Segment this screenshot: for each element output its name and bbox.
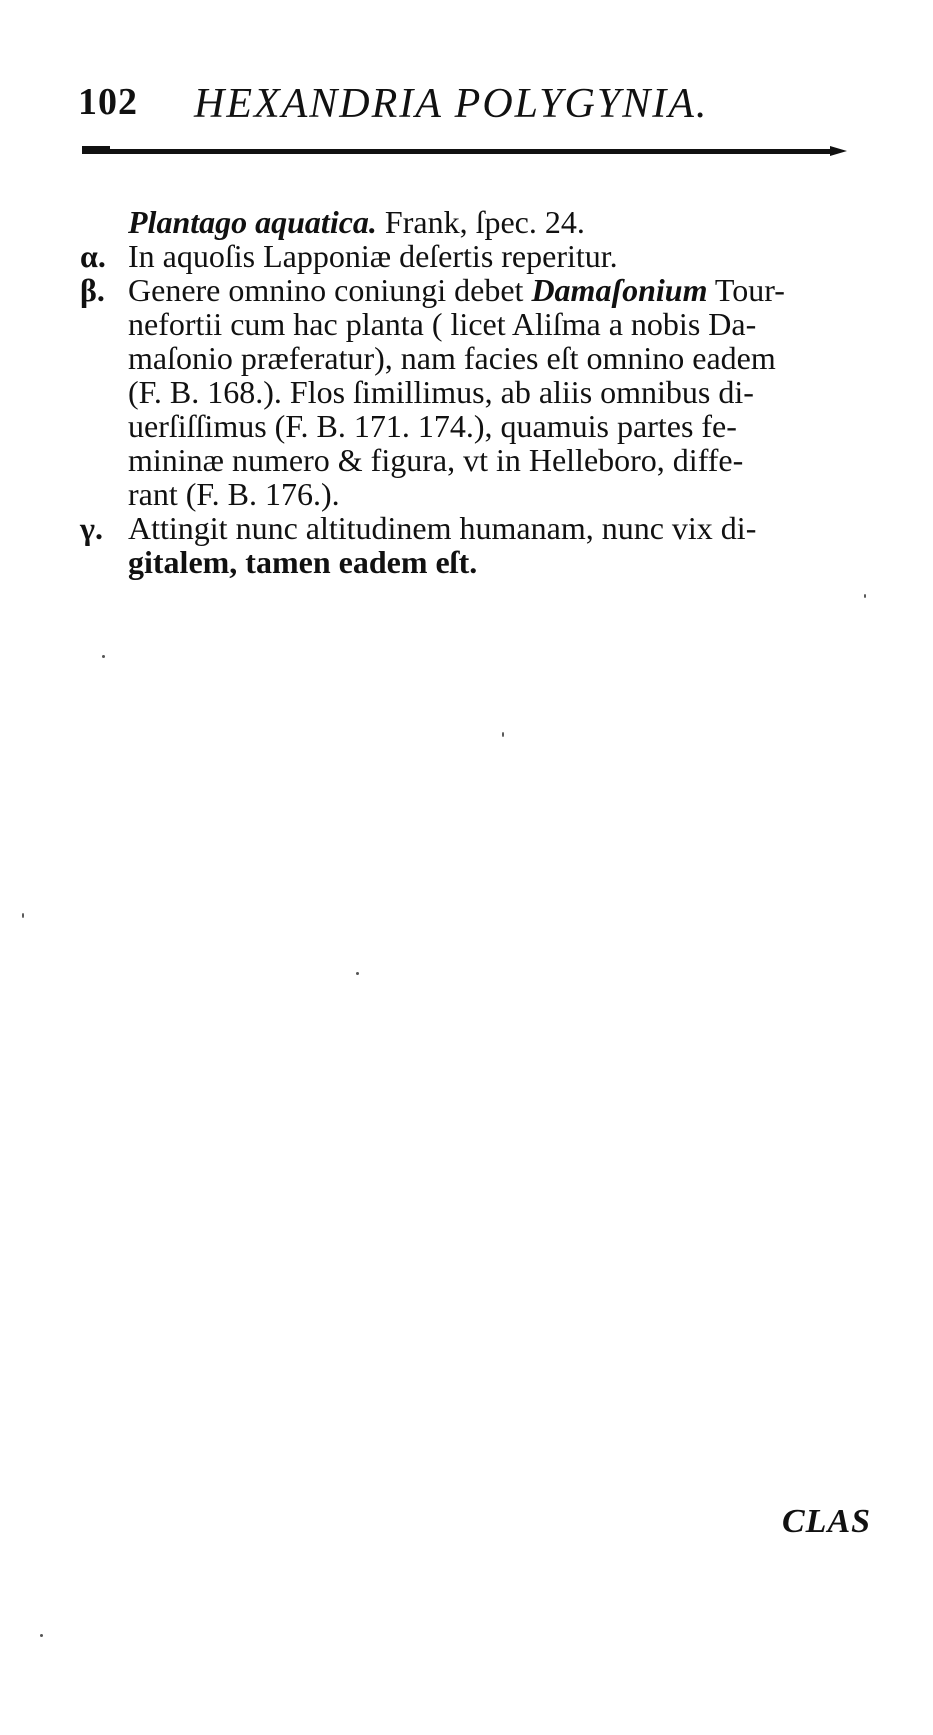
- text-fragment: gitalem, tamen eadem eſt.: [128, 544, 478, 580]
- text-line-6: [80, 375, 754, 409]
- text-fragment: Genere omnino coniungi debet: [128, 272, 532, 308]
- text-fragment: nefortii cum hac planta ( licet Aliſma a nobis Da-: [128, 306, 757, 342]
- paper-speck: [502, 732, 504, 737]
- text-line-10: [80, 511, 756, 545]
- text-fragment: uerſiſſimus (F. B. 171. 174.), quamuis partes fe-: [128, 408, 737, 444]
- paper-speck: [22, 913, 24, 918]
- text-line-3: [80, 273, 785, 307]
- page-number: 102: [78, 81, 138, 123]
- species-name: Plantago aquatica.: [128, 204, 377, 240]
- alpha-marker: α.: [80, 238, 106, 274]
- text-line-9: [80, 477, 340, 511]
- text-line-1: [80, 205, 585, 239]
- genus-name: Damaſonium: [531, 272, 708, 308]
- text-line-5: [80, 341, 776, 375]
- text-fragment: Attingit nunc altitudinem humanam, nunc vix di-: [128, 510, 757, 546]
- header-rule: [82, 145, 847, 157]
- paper-speck: [102, 655, 105, 658]
- beta-marker: β.: [80, 272, 105, 308]
- running-title: HEXANDRIA POLYGYNIA.: [194, 81, 709, 127]
- reference: Frank, ſpec. 24.: [376, 204, 585, 240]
- paper-speck: [40, 1634, 43, 1637]
- text-fragment: (F. B. 168.). Flos ſimillimus, ab aliis omnibus di-: [128, 374, 754, 410]
- text-line-11: [80, 545, 477, 579]
- text-line-7: [80, 409, 737, 443]
- text-fragment: maſonio præferatur), nam facies eſt omnino eadem: [128, 340, 776, 376]
- paper-speck: [864, 594, 866, 598]
- text-fragment: rant (F. B. 176.).: [128, 476, 340, 512]
- text-line-8: [80, 443, 743, 477]
- catchword: CLAS: [782, 1503, 872, 1540]
- gamma-marker: γ.: [80, 510, 103, 546]
- habitat-note: In aquoſis Lapponiæ deſertis reperitur.: [128, 238, 618, 274]
- text-line-2: [80, 239, 618, 273]
- text-fragment: Tour-: [707, 272, 785, 308]
- text-line-4: [80, 307, 756, 341]
- text-fragment: mininæ numero & figura, vt in Helleboro, diffe-: [128, 442, 744, 478]
- paper-speck: [356, 972, 359, 975]
